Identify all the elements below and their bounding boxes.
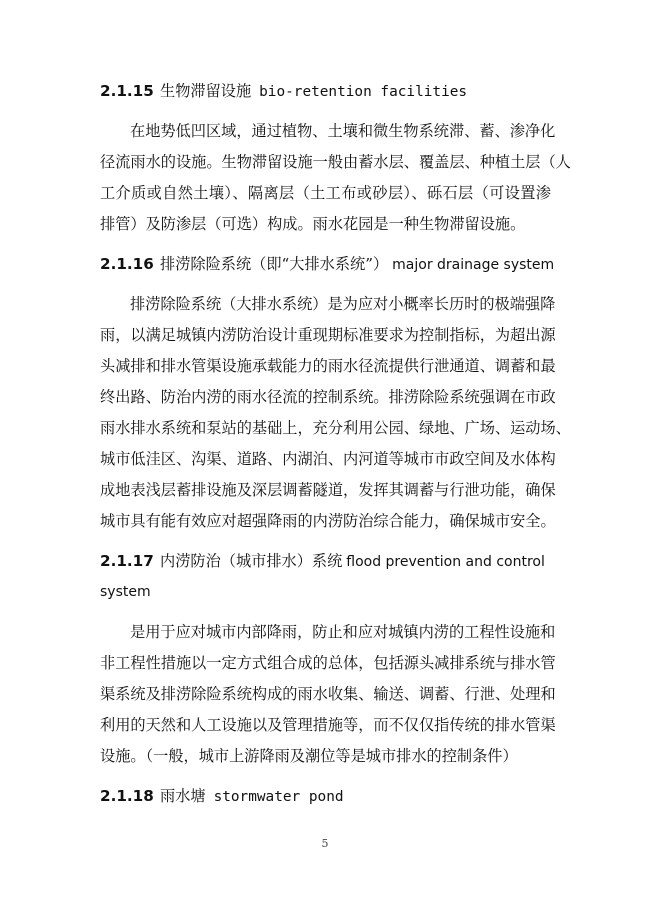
paragraph-line: 城市具有能有效应对超强降雨的内涝防治综合能力，确保城市安全。 [100, 512, 556, 530]
heading-en: major drainage system [392, 257, 555, 273]
section-heading-2-1-16 [100, 249, 554, 279]
paragraph-line: 设施。（一般，城市上游降雨及潮位等是城市排水的控制条件） [100, 747, 518, 765]
paragraph-line: 排管）及防渗层（可选）构成。雨水花园是一种生物滞留设施。 [100, 215, 526, 233]
heading-cn: 生物滞留设施 [160, 82, 252, 100]
paragraph-line: 成地表浅层蓄排设施及深层调蓄隧道，发挥其调蓄与行泄功能，确保 [100, 481, 556, 499]
heading-cn: 内涝防治（城市排水）系统 [160, 552, 343, 570]
paragraph-line: 雨水排水系统和泵站的基础上，充分利用公园、绿地、广场、运动场、 [100, 419, 571, 437]
heading-en: bio-retention facilities [259, 84, 468, 100]
section-number: 2.1.18 [100, 787, 154, 805]
paragraph-line: 径流雨水的设施。生物滞留设施一般由蓄水层、覆盖层、种植土层（人 [100, 153, 571, 171]
section-number: 2.1.16 [100, 255, 154, 273]
paragraph-line: 排涝除险系统（大排水系统）是为应对小概率长历时的极端强降 [130, 295, 556, 313]
heading-en: stormwater pond [213, 789, 344, 805]
paragraph-line: 渠系统及排涝除险系统构成的雨水收集、输送、调蓄、行泄、处理和 [100, 685, 556, 703]
paragraph-line: 终出路、防治内涝的雨水径流的控制系统。排涝除险系统强调在市政 [100, 388, 556, 406]
heading-en: flood prevention and control [346, 554, 545, 570]
paragraph-line: 雨，以满足城镇内涝防治设计重现期标准要求为控制指标，为超出源 [100, 326, 556, 344]
paragraph-line: 非工程性措施以一定方式组合成的总体，包括源头减排系统与排水管 [100, 654, 556, 672]
paragraph-line: 城市低洼区、沟渠、道路、内湖泊、内河道等城市市政空间及水体构 [100, 450, 556, 468]
heading-cn: 排涝除险系统（即“大排水系统”） [160, 255, 389, 273]
heading-en-continuation: system [100, 584, 151, 600]
section-heading-2-1-18 [100, 781, 344, 811]
paragraph-line: 头减排和排水管渠设施承载能力的雨水径流提供行泄通道、调蓄和最 [100, 357, 556, 375]
section-heading-2-1-15 [100, 76, 467, 106]
paragraph-line: 在地势低凹区域，通过植物、土壤和微生物系统滞、蓄、渗净化 [130, 122, 556, 140]
section-number: 2.1.17 [100, 552, 154, 570]
section-heading-2-1-17 [100, 546, 545, 576]
section-number: 2.1.15 [100, 82, 154, 100]
paragraph-line: 工介质或自然土壤）、隔离层（土工布或砂层）、砾石层（可设置渗 [100, 184, 551, 202]
page-number: 5 [321, 837, 329, 850]
heading-cn: 雨水塘 [160, 787, 206, 805]
paragraph-line: 是用于应对城市内部降雨，防止和应对城镇内涝的工程性设施和 [130, 623, 556, 641]
paragraph-line: 利用的天然和人工设施以及管理措施等，而不仅仅指传统的排水管渠 [100, 716, 556, 734]
